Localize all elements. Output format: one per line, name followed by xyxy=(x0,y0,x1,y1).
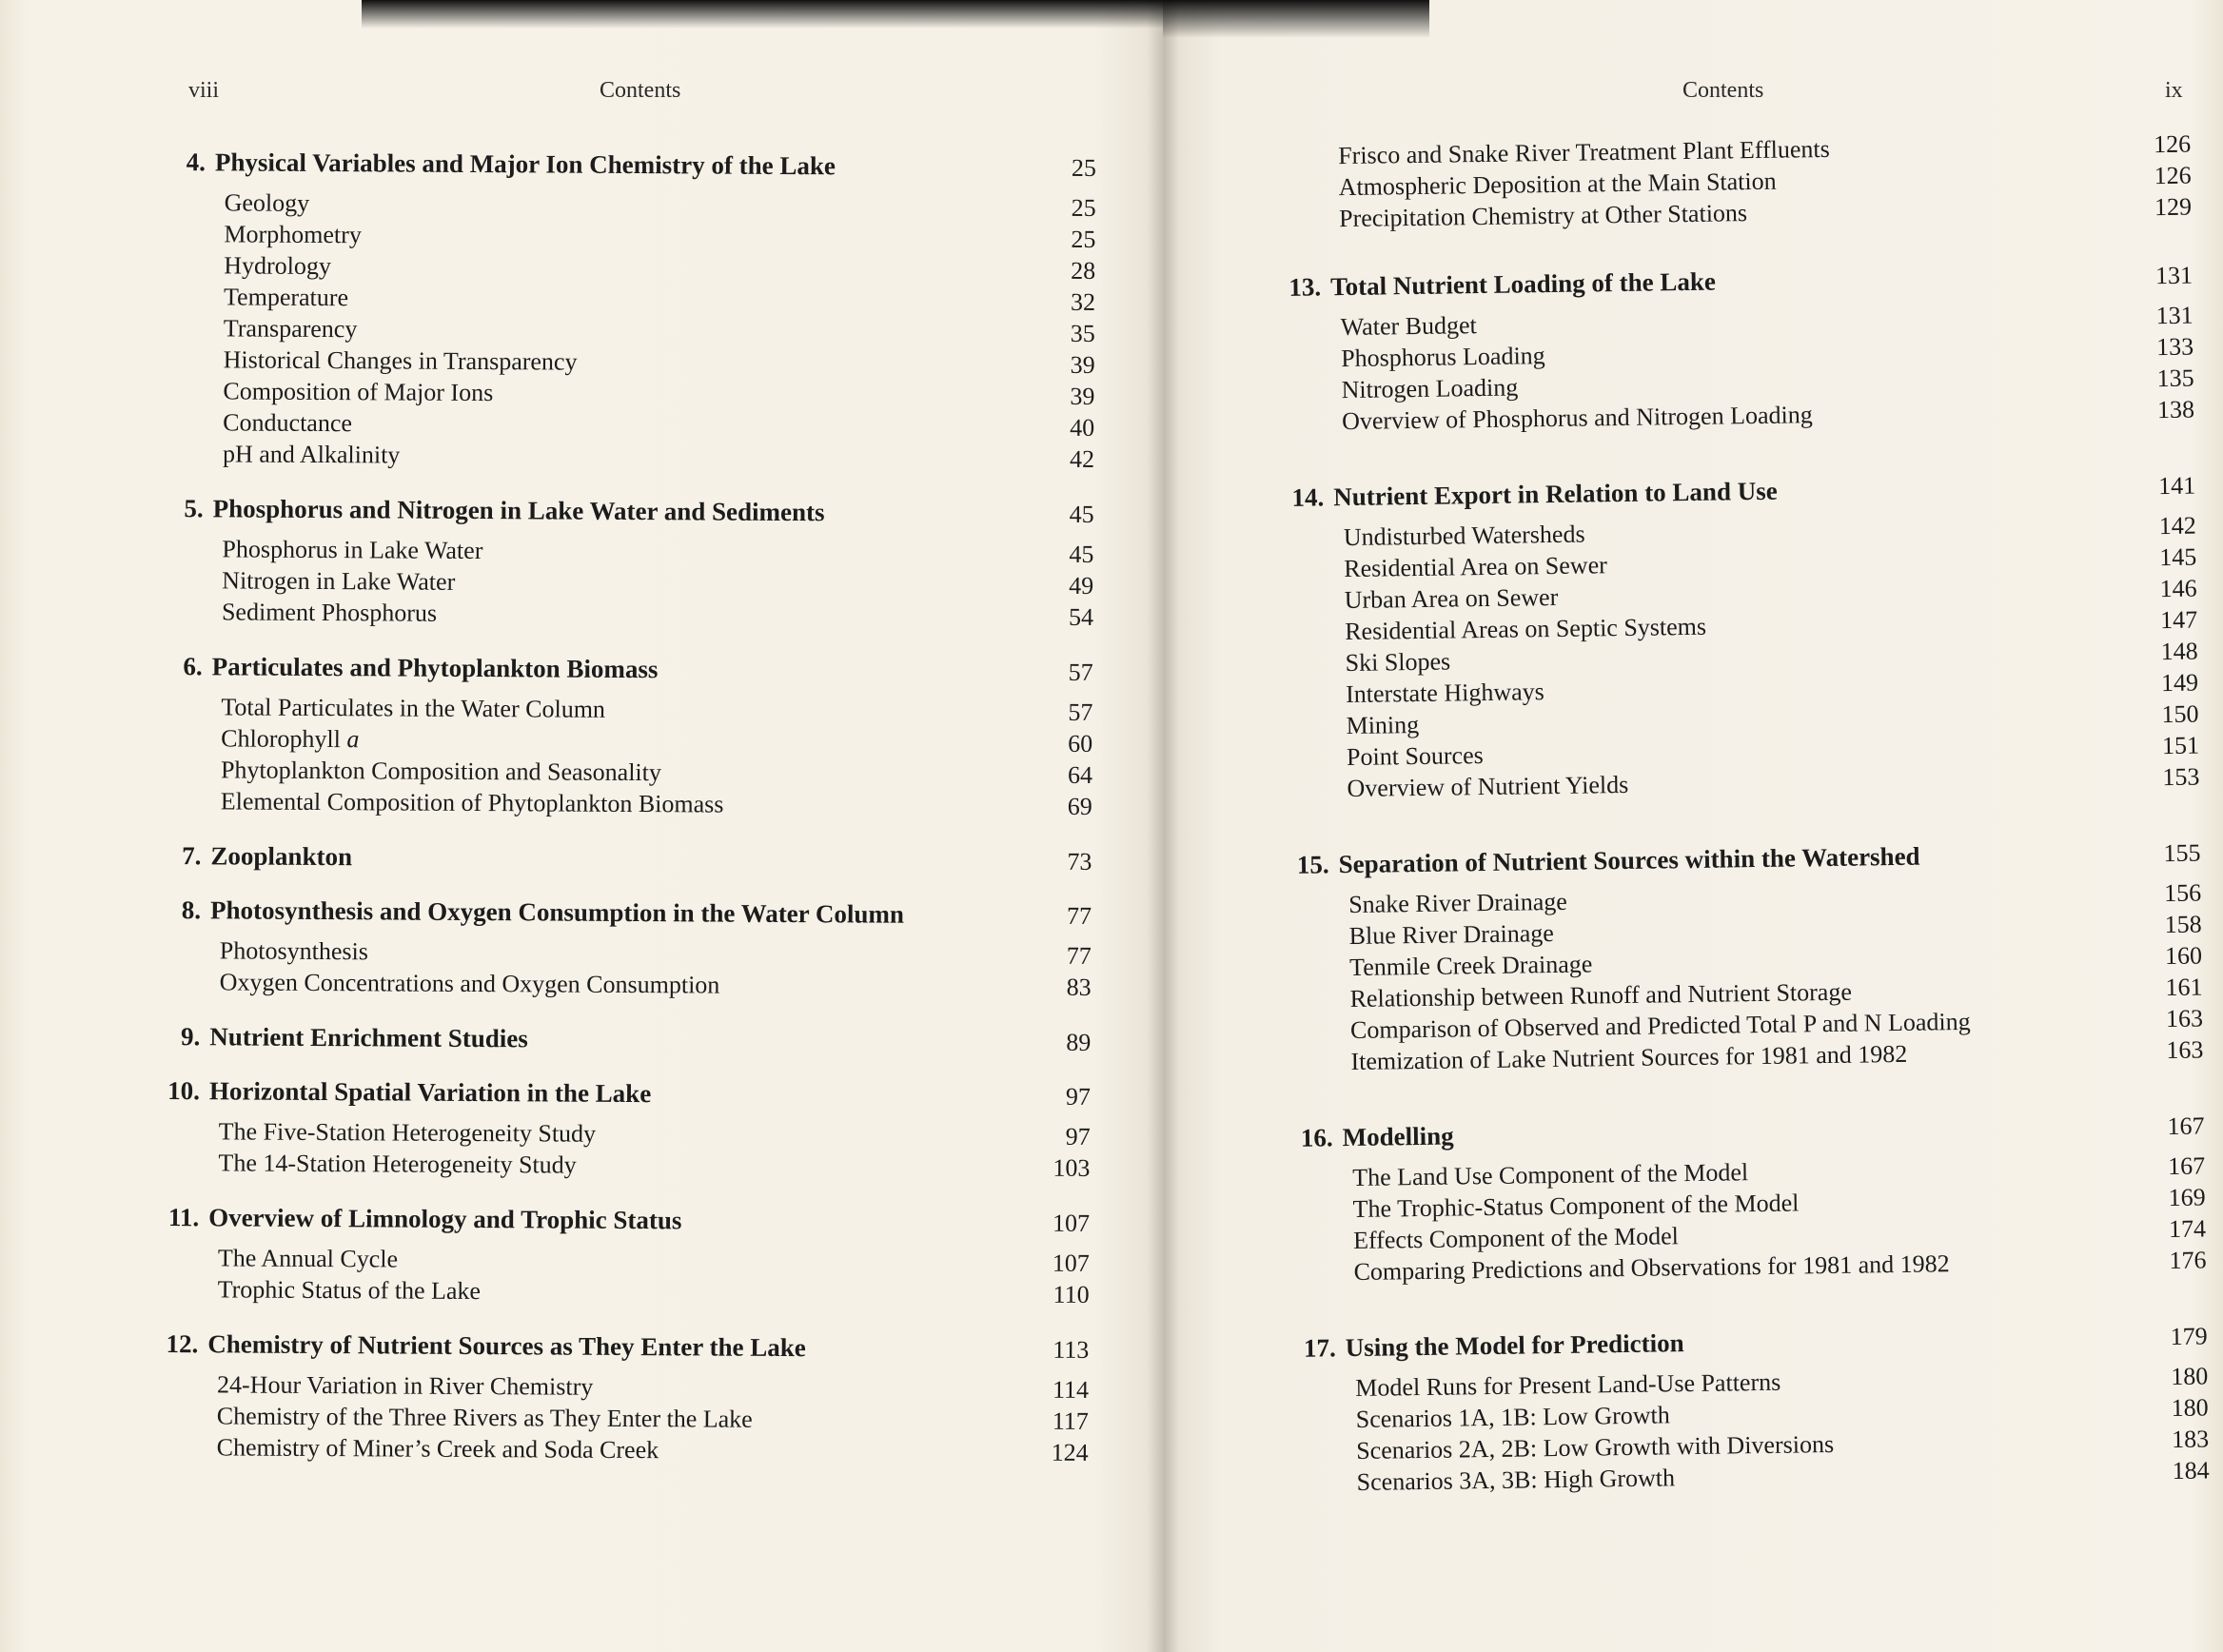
section-title: pH and Alkalinity xyxy=(222,440,401,469)
table-of-contents xyxy=(155,148,1096,1493)
section-title: Undisturbed Watersheds xyxy=(1343,520,1585,552)
chapter-page-number: 107 xyxy=(1052,1209,1091,1237)
section-list xyxy=(1280,300,2195,438)
chapter-number: 11. xyxy=(167,1203,200,1232)
chapter-title xyxy=(1294,1328,1684,1364)
section-entry xyxy=(218,1273,1090,1310)
section-page-number: 28 xyxy=(1071,256,1096,285)
chapter-entry xyxy=(161,494,1094,633)
chapter-number: 13. xyxy=(1289,272,1322,302)
section-entry xyxy=(219,1115,1091,1152)
chapter-entry xyxy=(157,1076,1091,1184)
section-page-number: 138 xyxy=(2156,395,2195,424)
section-entry xyxy=(224,281,1095,318)
chapter-number: 15. xyxy=(1296,850,1329,879)
section-page-number: 151 xyxy=(2161,731,2200,760)
section-title: Sediment Phosphorus xyxy=(221,598,438,627)
section-title: Snake River Drainage xyxy=(1348,887,1567,919)
section-entry xyxy=(221,722,1092,759)
chapter-number: 9. xyxy=(180,1022,201,1052)
continued-section-list xyxy=(1277,128,2192,235)
section-title: Comparison of Observed and Predicted Total P and N Loading xyxy=(1349,1007,1971,1045)
chapter-title xyxy=(1282,477,1778,513)
section-page-number: 169 xyxy=(2168,1183,2206,1212)
chapter-heading xyxy=(1282,471,2195,513)
section-page-number: 57 xyxy=(1068,698,1093,726)
section-entry xyxy=(217,1368,1089,1406)
section-page-number: 77 xyxy=(1066,941,1092,970)
section-title: Morphometry xyxy=(224,220,362,249)
section-title: Conductance xyxy=(223,408,353,438)
section-title: Chemistry of Miner’s Creek and Soda Creek xyxy=(216,1433,659,1465)
section-title: Precipitation Chemistry at Other Stations xyxy=(1338,199,1748,233)
section-page-number: 167 xyxy=(2167,1151,2206,1181)
chapter-number: 10. xyxy=(167,1076,201,1106)
section-title: Frisco and Snake River Treatment Plant Effluents xyxy=(1338,134,1830,170)
section-title: Effects Component of the Model xyxy=(1352,1222,1680,1254)
section-list xyxy=(156,1368,1090,1468)
chapter-title-text: Modelling xyxy=(1342,1121,1454,1152)
section-entry xyxy=(223,375,1094,412)
chapter-number: 7. xyxy=(182,841,202,871)
section-list xyxy=(162,187,1096,475)
chapter-title-text: Particulates and Phytoplankton Biomass xyxy=(211,652,659,684)
section-list xyxy=(160,691,1093,822)
section-page-number: 183 xyxy=(2171,1425,2210,1454)
section-entry xyxy=(224,249,1095,286)
chapter-title-text: Nutrient Enrichment Studies xyxy=(209,1022,528,1053)
section-title: Atmospheric Deposition at the Main Station xyxy=(1338,167,1777,202)
section-entry xyxy=(223,406,1094,443)
section-title: Scenarios 2A, 2B: Low Growth with Diversions xyxy=(1356,1429,1835,1465)
section-page-number: 142 xyxy=(2158,511,2196,541)
section-title: Nitrogen Loading xyxy=(1341,373,1519,404)
chapter-entry xyxy=(156,1329,1090,1468)
section-page-number: 60 xyxy=(1068,729,1093,757)
section-entry xyxy=(222,533,1093,570)
chapter-title-text: Chemistry of Nutrient Sources as They Enter the Lake xyxy=(207,1329,806,1363)
section-title: Ski Slopes xyxy=(1345,647,1451,678)
section-page-number: 184 xyxy=(2172,1456,2210,1485)
section-title: The Trophic-Status Component of the Model xyxy=(1352,1189,1800,1223)
chapter-entry xyxy=(158,1022,1091,1057)
section-page-number: 45 xyxy=(1069,540,1094,568)
section-title: Chlorophyll a xyxy=(221,724,360,754)
chapter-number: 14. xyxy=(1291,482,1325,512)
section-title: Point Sources xyxy=(1346,741,1484,772)
chapter-page-number: 45 xyxy=(1069,500,1094,528)
section-page-number: 161 xyxy=(2165,973,2203,1002)
section-page-number: 180 xyxy=(2171,1393,2209,1423)
section-page-number: 145 xyxy=(2158,542,2197,572)
chapter-entry xyxy=(1294,1321,2210,1498)
section-page-number: 35 xyxy=(1070,319,1095,347)
chapter-entry xyxy=(157,1203,1091,1310)
section-page-number: 54 xyxy=(1068,602,1094,631)
section-entry xyxy=(222,596,1093,633)
section-page-number: 131 xyxy=(2155,301,2193,330)
section-title: Residential Areas on Septic Systems xyxy=(1345,612,1707,646)
section-page-number: 174 xyxy=(2168,1214,2207,1244)
section-page-number: 176 xyxy=(2169,1246,2207,1275)
chapter-heading xyxy=(1294,1321,2208,1363)
section-entry xyxy=(223,438,1094,475)
section-page-number: 135 xyxy=(2156,364,2194,393)
section-entry xyxy=(217,1431,1089,1468)
section-entry xyxy=(224,218,1095,255)
section-page-number: 107 xyxy=(1052,1249,1090,1277)
section-page-number: 129 xyxy=(2154,192,2193,222)
chapter-entry xyxy=(162,148,1096,475)
section-title: Hydrology xyxy=(224,251,332,281)
section-title: The Annual Cycle xyxy=(217,1244,399,1273)
section-title: Historical Changes in Transparency xyxy=(223,345,578,376)
chapter-page-number: 113 xyxy=(1052,1335,1090,1364)
chapter-heading xyxy=(1287,838,2200,880)
chapter-title xyxy=(158,1022,528,1053)
section-title: The Land Use Component of the Model xyxy=(1352,1158,1749,1191)
chapter-number: 5. xyxy=(184,494,204,523)
running-head: Contents xyxy=(1682,78,1764,103)
chapter-title xyxy=(159,895,904,930)
section-page-number: 149 xyxy=(2160,668,2199,698)
chapter-title-text: Nutrient Export in Relation to Land Use xyxy=(1333,476,1778,512)
chapter-page-number: 179 xyxy=(2170,1322,2208,1351)
section-page-number: 126 xyxy=(2153,129,2192,159)
chapter-page-number: 25 xyxy=(1071,153,1096,182)
chapter-title xyxy=(1279,267,1716,303)
section-title: Water Budget xyxy=(1340,311,1477,342)
section-title: Blue River Drainage xyxy=(1348,919,1555,951)
section-page-number: 150 xyxy=(2161,699,2199,729)
chapter-page-number: 73 xyxy=(1067,847,1092,875)
chapter-entry xyxy=(1279,261,2194,438)
chapter-title xyxy=(161,652,659,684)
chapter-title-text: Phosphorus and Nitrogen in Lake Water and Sediments xyxy=(212,494,825,527)
chapter-heading xyxy=(159,841,1092,876)
section-title: Scenarios 3A, 3B: High Growth xyxy=(1356,1464,1676,1496)
section-title: Phosphorus Loading xyxy=(1340,342,1545,373)
section-page-number: 49 xyxy=(1069,571,1094,600)
chapter-page-number: 97 xyxy=(1065,1082,1092,1111)
chapter-title xyxy=(159,841,352,872)
chapter-title xyxy=(156,1329,806,1363)
section-page-number: 180 xyxy=(2171,1362,2209,1391)
chapter-heading xyxy=(161,652,1093,687)
chapter-title-text: Using the Model for Prediction xyxy=(1345,1328,1684,1363)
chapter-page-number: 57 xyxy=(1068,658,1093,686)
book-gutter xyxy=(1147,0,1179,1652)
chapter-title-text: Physical Variables and Major Ion Chemistry of the Lake xyxy=(214,148,836,181)
section-page-number: 42 xyxy=(1069,444,1095,473)
section-title: Tenmile Creek Drainage xyxy=(1348,950,1593,982)
section-entry xyxy=(222,564,1093,601)
chapter-page-number: 167 xyxy=(2167,1111,2205,1141)
section-list xyxy=(159,934,1092,1003)
chapter-title-text: Total Nutrient Loading of the Lake xyxy=(1329,266,1717,302)
chapter-heading xyxy=(158,1022,1091,1057)
chapter-page-number: 155 xyxy=(2163,838,2201,868)
section-page-number: 110 xyxy=(1052,1280,1090,1308)
section-page-number: 160 xyxy=(2164,941,2203,971)
chapter-page-number: 141 xyxy=(2157,471,2196,501)
section-page-number: 158 xyxy=(2164,910,2202,939)
table-of-contents xyxy=(1277,128,2211,1544)
section-title: Model Runs for Present Land-Use Patterns xyxy=(1355,1367,1781,1402)
chapter-title-text: Photosynthesis and Oxygen Consumption in the Water Column xyxy=(210,895,905,929)
section-list xyxy=(1294,1360,2210,1498)
section-page-number: 25 xyxy=(1071,225,1096,253)
section-list xyxy=(157,1242,1090,1310)
section-entry xyxy=(221,691,1092,728)
section-entry xyxy=(220,966,1092,1003)
section-title: Chemistry of the Three Rivers as They Enter the Lake xyxy=(216,1402,753,1433)
running-head: Contents xyxy=(600,78,681,103)
section-entry xyxy=(217,1400,1089,1437)
section-page-number: 39 xyxy=(1070,382,1095,410)
section-page-number: 126 xyxy=(2154,161,2192,190)
chapter-title xyxy=(162,494,825,527)
chapter-page-number: 77 xyxy=(1066,901,1092,930)
chapter-heading xyxy=(159,895,1092,931)
section-title: Residential Area on Sewer xyxy=(1344,551,1607,583)
section-page-number: 147 xyxy=(2159,605,2198,635)
right-page xyxy=(1163,0,2223,1652)
chapter-heading xyxy=(162,494,1094,529)
section-title: Scenarios 1A, 1B: Low Growth xyxy=(1355,1401,1670,1433)
section-page-number: 114 xyxy=(1052,1375,1090,1404)
chapter-title-text: Separation of Nutrient Sources within the Watershed xyxy=(1338,841,1920,879)
chapter-entry xyxy=(1287,838,2203,1078)
chapter-heading xyxy=(156,1329,1089,1365)
chapter-heading xyxy=(158,1076,1091,1111)
chapter-entry xyxy=(1290,1111,2206,1288)
section-page-number: 153 xyxy=(2162,762,2200,792)
section-list xyxy=(1288,877,2204,1078)
section-title: Overview of Nutrient Yields xyxy=(1347,770,1629,803)
section-entry xyxy=(218,1242,1090,1279)
section-title: Phosphorus in Lake Water xyxy=(222,535,483,565)
section-title: Itemization of Lake Nutrient Sources for 1981 and 1982 xyxy=(1350,1039,1908,1076)
section-title: 24-Hour Variation in River Chemistry xyxy=(216,1370,594,1401)
chapter-title xyxy=(1290,1122,1453,1153)
section-page-number: 64 xyxy=(1067,760,1093,789)
chapter-number: 6. xyxy=(183,652,203,681)
chapter-number: 4. xyxy=(186,148,206,177)
section-title: Nitrogen in Lake Water xyxy=(222,566,456,596)
page-number: ix xyxy=(2165,78,2183,103)
section-title: Oxygen Concentrations and Oxygen Consumption xyxy=(219,968,720,999)
chapter-title-text: Zooplankton xyxy=(210,841,353,872)
section-title: Urban Area on Sewer xyxy=(1344,582,1559,615)
chapter-entry xyxy=(159,895,1092,1003)
section-title: Elemental Composition of Phytoplankton Biomass xyxy=(220,787,724,818)
section-list xyxy=(1291,1150,2207,1288)
section-entry xyxy=(221,785,1092,822)
section-title: Relationship between Runoff and Nutrient Storage xyxy=(1349,977,1853,1013)
page-number: viii xyxy=(188,78,220,103)
section-title: Photosynthesis xyxy=(219,936,368,966)
section-title: Geology xyxy=(224,188,310,217)
section-page-number: 25 xyxy=(1071,193,1096,222)
chapter-entry xyxy=(1282,471,2200,805)
chapter-entry xyxy=(160,652,1093,822)
chapter-heading xyxy=(157,1203,1090,1238)
section-title: Temperature xyxy=(223,283,349,312)
section-title: The 14-Station Heterogeneity Study xyxy=(218,1149,577,1179)
section-page-number: 83 xyxy=(1066,973,1092,1001)
section-page-number: 40 xyxy=(1070,413,1095,442)
section-title: Trophic Status of the Lake xyxy=(217,1275,482,1306)
section-title: Composition of Major Ions xyxy=(223,377,494,407)
section-page-number: 32 xyxy=(1070,287,1096,316)
chapter-number: 8. xyxy=(181,895,202,925)
chapter-heading xyxy=(1290,1111,2204,1152)
section-page-number: 163 xyxy=(2165,1004,2204,1033)
page-edge-shadow xyxy=(1163,0,1429,38)
chapter-number: 12. xyxy=(166,1329,199,1359)
section-title: Mining xyxy=(1346,710,1420,740)
section-page-number: 103 xyxy=(1052,1153,1091,1182)
section-page-number: 117 xyxy=(1052,1406,1089,1435)
section-entry xyxy=(224,312,1095,349)
section-title: Interstate Highways xyxy=(1345,678,1544,709)
section-list xyxy=(1283,510,2200,805)
chapter-page-number: 89 xyxy=(1066,1028,1092,1056)
chapter-number: 17. xyxy=(1303,1333,1336,1363)
chapter-title xyxy=(158,1076,651,1109)
section-page-number: 39 xyxy=(1070,350,1095,379)
section-title: Phytoplankton Composition and Seasonality xyxy=(220,756,662,787)
chapter-page-number: 131 xyxy=(2154,261,2193,290)
section-page-number: 146 xyxy=(2159,574,2197,603)
section-page-number: 156 xyxy=(2163,878,2202,908)
section-entry xyxy=(224,344,1095,381)
chapter-title xyxy=(1287,842,1919,880)
section-entry xyxy=(225,187,1096,224)
chapter-title xyxy=(157,1203,681,1235)
section-entry xyxy=(218,1147,1090,1184)
chapter-title xyxy=(164,148,836,181)
section-page-number: 69 xyxy=(1067,792,1092,820)
section-title: Total Particulates in the Water Column xyxy=(221,693,606,723)
section-entry xyxy=(220,934,1092,972)
section-page-number: 163 xyxy=(2166,1035,2204,1065)
section-page-number: 133 xyxy=(2155,332,2194,362)
section-page-number: 124 xyxy=(1051,1438,1089,1466)
section-page-number: 97 xyxy=(1065,1122,1091,1150)
chapter-entry xyxy=(159,841,1092,876)
chapter-title-text: Horizontal Spatial Variation in the Lake xyxy=(208,1076,652,1109)
section-page-number: 148 xyxy=(2160,637,2198,666)
section-entry xyxy=(221,754,1092,791)
chapter-number: 16. xyxy=(1300,1123,1333,1152)
section-title: Comparing Predictions and Observations for 1981 and 1982 xyxy=(1353,1249,1950,1286)
section-title: Overview of Phosphorus and Nitrogen Loading xyxy=(1341,401,1813,436)
section-list xyxy=(161,533,1094,633)
chapter-title-text: Overview of Limnology and Trophic Status xyxy=(208,1203,682,1235)
section-title: The Five-Station Heterogeneity Study xyxy=(218,1117,597,1148)
section-title: Transparency xyxy=(223,314,358,344)
section-list xyxy=(157,1115,1090,1184)
page-edge-shadow xyxy=(362,0,1163,29)
chapter-heading xyxy=(164,148,1096,183)
